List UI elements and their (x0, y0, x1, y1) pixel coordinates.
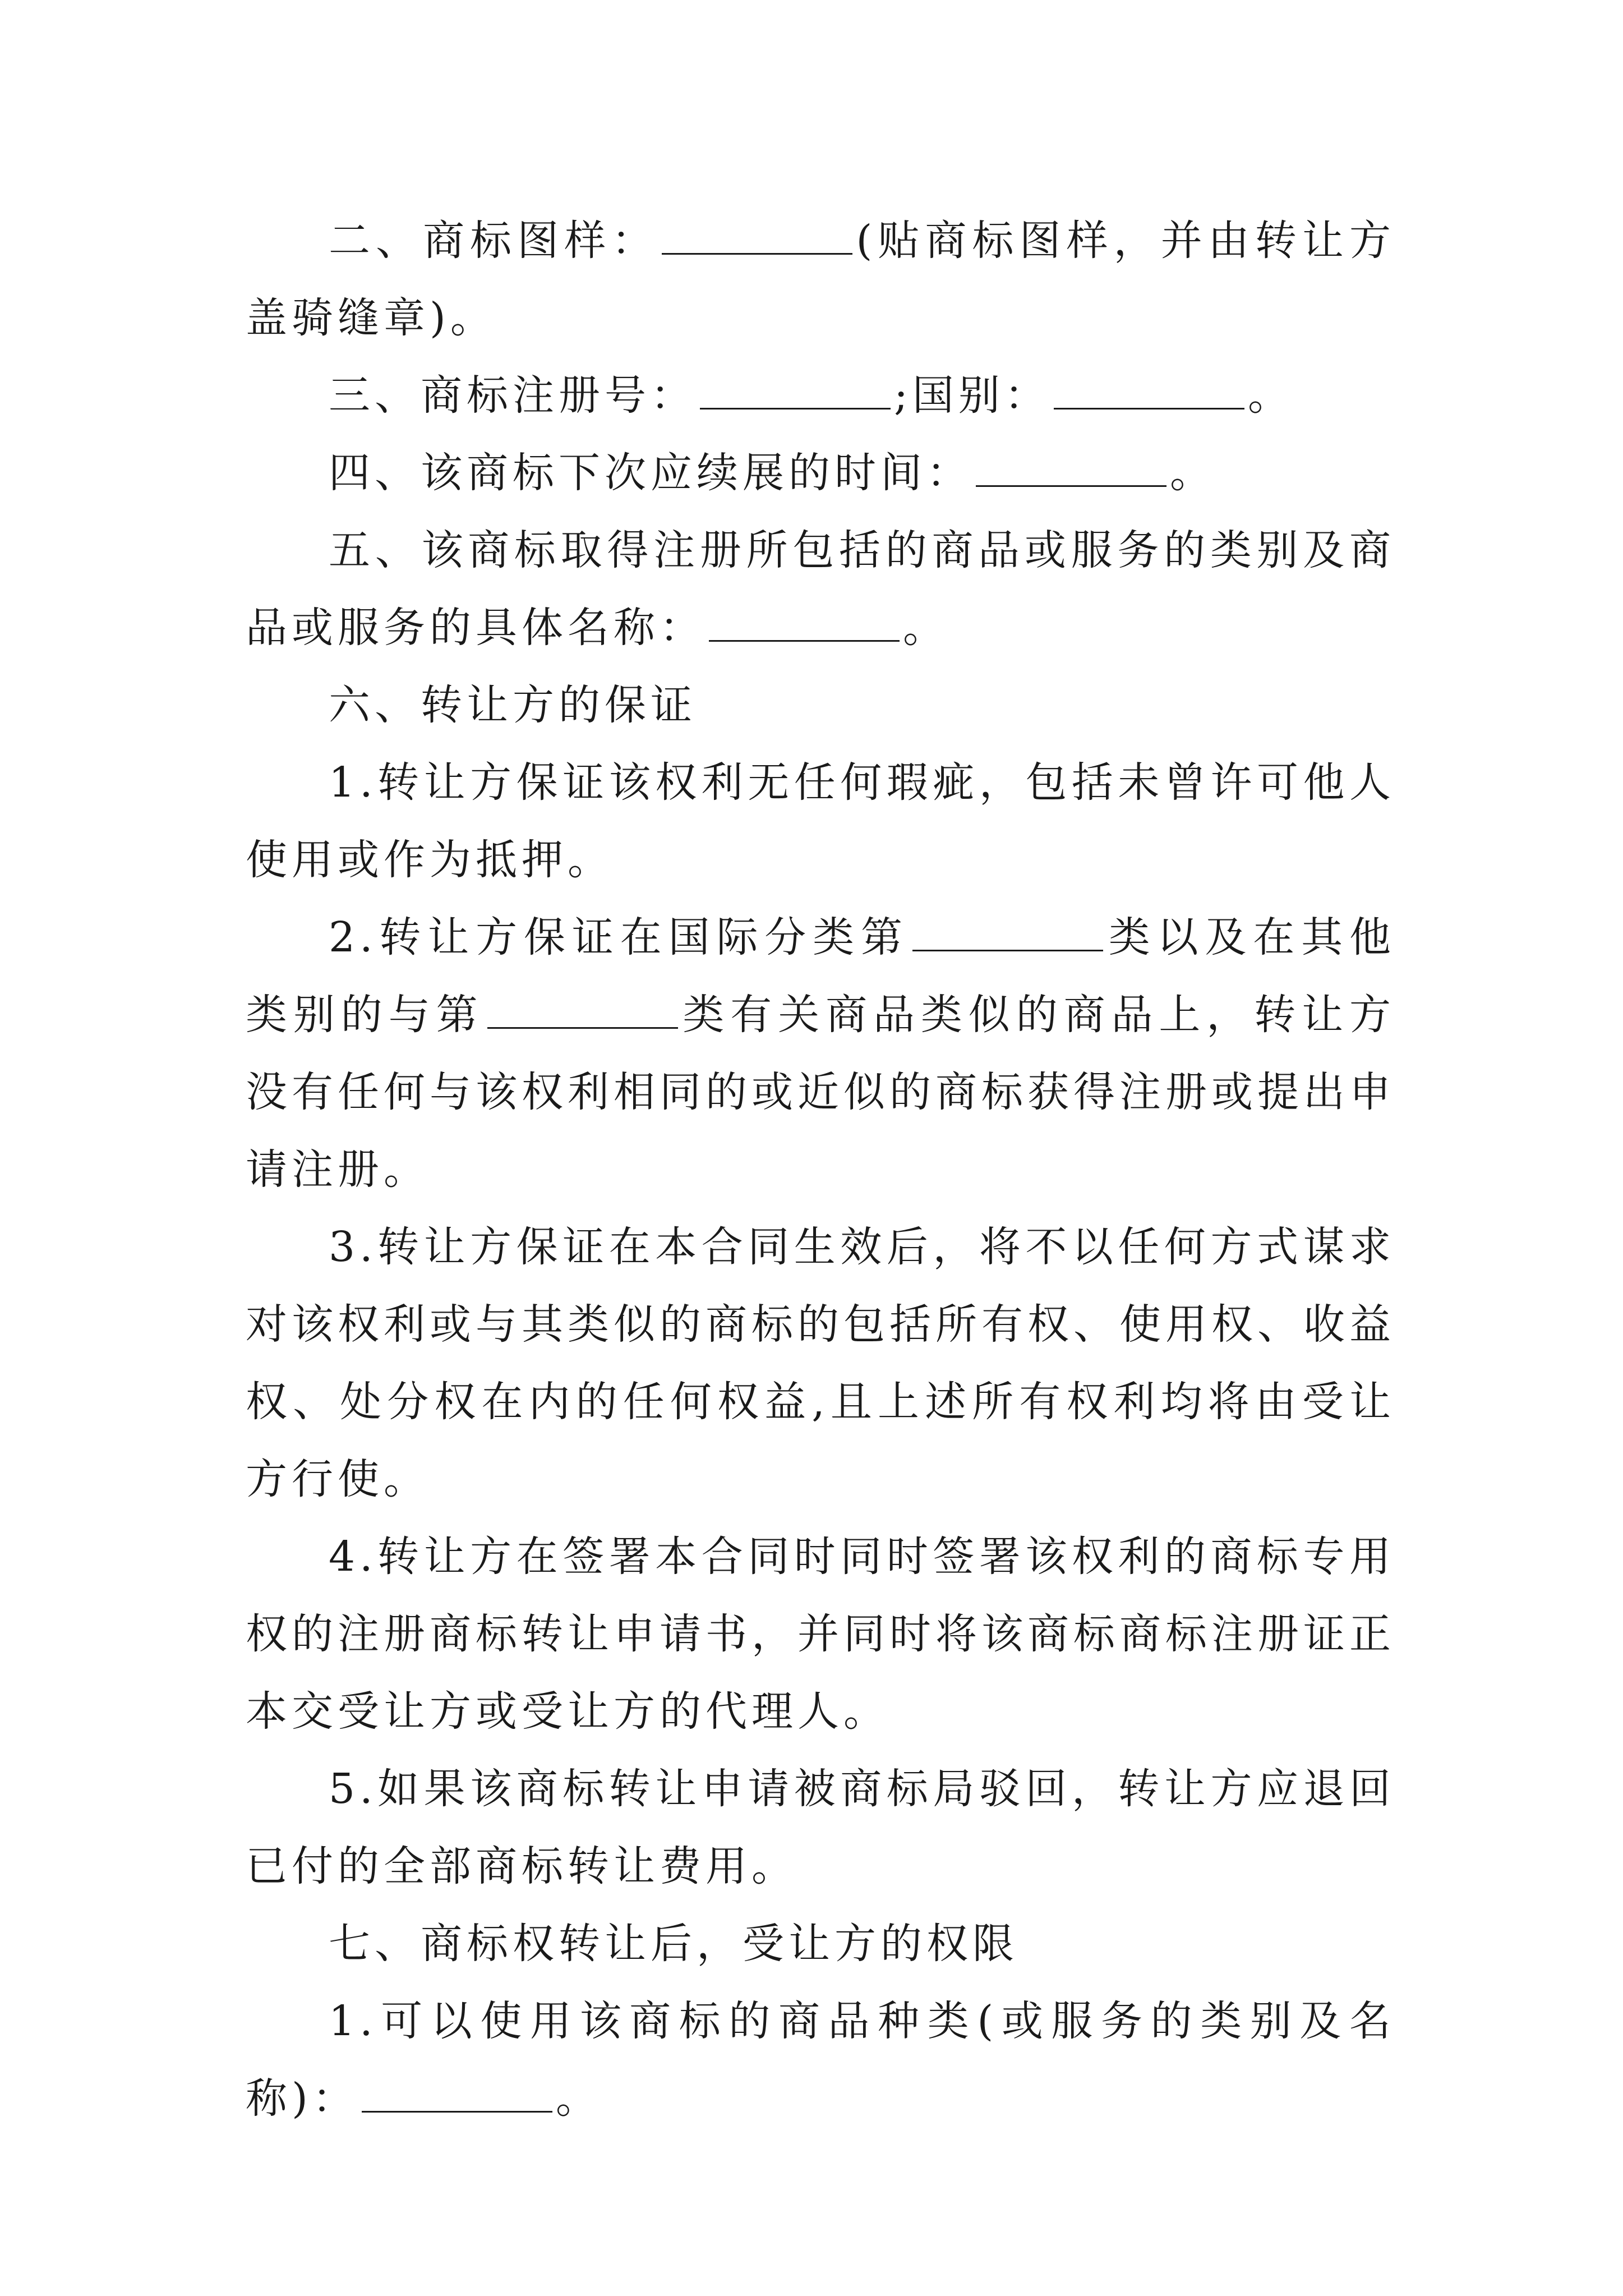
clause-6-heading: 六、转让方的保证 (329, 681, 697, 729)
clause-7-1 (246, 1982, 1395, 2137)
renewal-time-blank (976, 452, 1166, 487)
country-blank (1054, 374, 1244, 409)
trademark-design-blank (662, 219, 852, 255)
registration-number-blank (700, 374, 891, 409)
clause-5-suffix: 。 (903, 604, 949, 652)
clause-6-1: 1.转让方保证该权利无任何瑕疵，包括未曾许可他人使用或作为抵押。 (246, 758, 1395, 884)
clause-7-heading: 七、商标权转让后，受让方的权限 (329, 1920, 1018, 1968)
clause-6-4: 4.转让方在签署本合同时同时签署该权利的商标专用权的注册商标转让申请书，并同时将该商标商标注册证正本交受让方或受让方的代理人。 (246, 1533, 1395, 1736)
clause-7-1-text: 1.可以使用该商标的商品种类(或服务的类别及名称)： (246, 1997, 1395, 2123)
clause-4-prefix: 四、该商标下次应续展的时间： (329, 449, 972, 497)
clause-6-3: 3.转让方保证在本合同生效后，将不以任何方式谋求对该权利或与其类似的商标的包括所有权、使用权、收益权、处分权在内的任何权益,且上述所有权利均将由受让方行使。 (246, 1223, 1395, 1503)
clause-2-prefix: 二、商标图样： (329, 217, 659, 265)
clause-6-5: 5.如果该商标转让申请被商标局驳回，转让方应退回已付的全部商标转让费用。 (246, 1765, 1395, 1890)
goods-services-blank (709, 606, 900, 642)
clause-3-registration-number (246, 357, 1395, 434)
clause-6-2-part-b: 类以及在其他类别的与第 (246, 913, 1396, 1039)
clause-3-middle: ;国别： (894, 371, 1050, 420)
clause-2-trademark-design (246, 202, 1395, 357)
clause-5-prefix: 五、该商标取得注册所包括的商品或服务的类别及商品或服务的具体名称： (246, 526, 1395, 652)
clause-7-1-suffix: 。 (555, 2074, 602, 2123)
clause-3-prefix: 三、商标注册号： (329, 371, 697, 420)
clause-6-2-part-a: 2.转让方保证在国际分类第 (329, 913, 909, 961)
clause-6-2 (246, 899, 1395, 1208)
clause-6-2-part-c: 类有关商品类似的商品上，转让方没有任何与该权利相同的或近似的商标获得注册或提出申请注册。 (246, 991, 1395, 1194)
class-number-blank-2 (487, 993, 678, 1029)
usage-scope-blank (362, 2077, 552, 2113)
clause-3-suffix: 。 (1247, 371, 1294, 420)
clause-4-renewal-time (246, 434, 1395, 512)
clause-4-suffix: 。 (1170, 449, 1216, 497)
clause-2-suffix: (贴商标图样，并由转让方盖骑缝章)。 (246, 217, 1395, 342)
document-body (246, 202, 1395, 2137)
class-number-blank-1 (912, 916, 1103, 951)
clause-5-goods-services (246, 512, 1395, 666)
